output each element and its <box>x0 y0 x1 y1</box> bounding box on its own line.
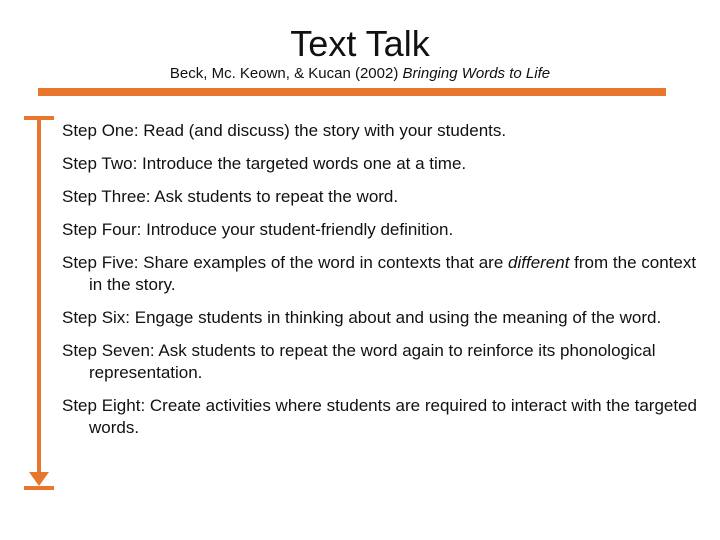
step-four: Step Four: Introduce your student-friendly definition. <box>62 220 454 239</box>
step-five <box>62 252 702 296</box>
step-seven: Step Seven: Ask students to repeat the word again to reinforce its phonological representation. <box>62 341 656 382</box>
step-five-prefix: Step Five: Share examples of the word in contexts that are <box>62 253 509 272</box>
step-three: Step Three: Ask students to repeat the word. <box>62 187 399 206</box>
accent-rule-bar <box>38 88 666 96</box>
step-five-suffix: from the context in the story. <box>89 253 697 294</box>
step-five-emphasis: different <box>508 253 570 272</box>
bracket-arrowhead <box>29 472 49 486</box>
subtitle-citation: Beck, Mc. Keown, & Kucan (2002) <box>169 65 403 82</box>
step-six: Step Six: Engage students in thinking about and using the meaning of the word. <box>62 308 662 327</box>
slide-title: Text Talk <box>290 23 430 64</box>
steps-list <box>62 120 702 450</box>
accent-rule <box>38 88 666 96</box>
step-eight: Step Eight: Create activities where students are required to interact with the targeted words. <box>62 396 698 437</box>
slide-subtitle <box>0 65 720 83</box>
step-two: Step Two: Introduce the targeted words one at a time. <box>62 154 467 173</box>
subtitle-book-title: Bringing Words to Life <box>402 65 551 82</box>
step-bracket-arrow <box>22 116 56 492</box>
step-one: Step One: Read (and discuss) the story with your students. <box>62 121 507 140</box>
